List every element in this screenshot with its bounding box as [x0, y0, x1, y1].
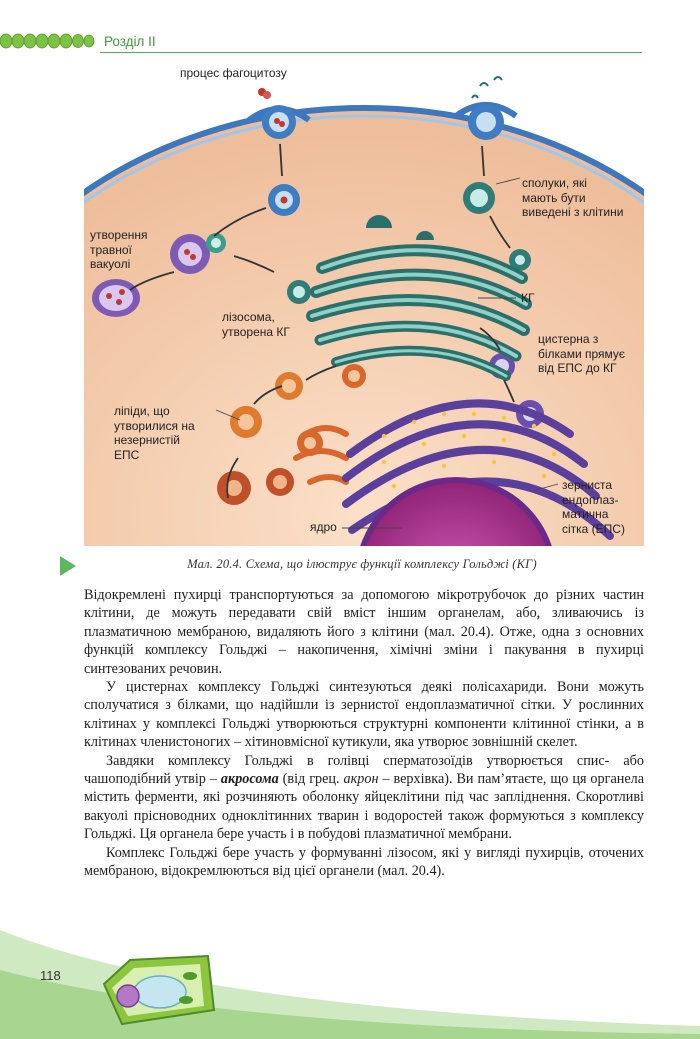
label-golgi: КГ	[521, 291, 535, 305]
label-digestive-line-1: утворення	[90, 228, 148, 242]
paragraph-3-part-a: Завдяки комплексу Гольджі в голівці сперматозоїдів утворюється спис- або чашоподібний утвір –	[84, 752, 644, 788]
label-cistern-line-1: цистерна з	[538, 332, 599, 346]
label-rer-line-3: матична	[562, 507, 609, 521]
label-lipids-line-4: ЕПС	[114, 447, 140, 462]
label-lipids-line-3: незернистій	[114, 433, 180, 447]
caption-marker-icon	[60, 556, 76, 576]
paragraph-2: У цистернах комплексу Гольджі синтезуються деякі полісахариди. Вони можуть сполучатися з білками, що надійшли із зернистої ендоплазматичної сітки. У рослинних клітинах у комплексі Гольджі утворюються структурні компоненти клітинної стінки, а в клітинах членистоногих – хітиновмісної кутикули, яка утворює зовнішній скелет.	[84, 679, 644, 751]
golgi-diagram	[84, 58, 644, 546]
golgi-figure	[84, 58, 644, 546]
header-rule	[100, 52, 642, 53]
label-nucleus: ядро	[310, 520, 337, 534]
label-rer-line-4: сітка (ЕПС)	[562, 521, 625, 536]
label-lysosome	[222, 310, 290, 339]
label-rer-line-1: зерниста	[562, 478, 613, 492]
bottom-decoration	[0, 900, 700, 1039]
page-number: 118	[40, 968, 61, 983]
label-rer-line-2: ендоплаз-	[562, 492, 619, 507]
paragraph-3-part-b: (від грец.	[278, 771, 344, 788]
label-compounds	[522, 176, 623, 220]
label-lysosome-line-1: лізосома,	[222, 310, 275, 324]
label-lipids	[114, 404, 195, 462]
label-compounds-line-3: виведені з клітини	[522, 205, 624, 219]
label-cistern-line-2: білками прямує	[538, 346, 626, 361]
label-lysosome-line-2: утворена КГ	[222, 324, 290, 339]
paragraph-4: Комплекс Гольджі бере участь у формуванні лізосом, які у вигляді пухирців, оточених мембраною, відокремлюються від цієї органели (мал. 20.4).	[84, 844, 644, 880]
label-lipids-line-2: утворилися на	[114, 418, 195, 433]
label-phagocytosis: процес фагоцитозу	[180, 66, 287, 80]
label-cistern	[538, 332, 625, 376]
label-lipids-line-1: ліпіди, що	[114, 404, 170, 418]
label-rough-er	[562, 478, 625, 536]
label-digestive-line-3: вакуолі	[90, 257, 131, 271]
paragraph-1: Відокремлені пухирці транспортуються за допомогою мікротрубочок до різних частин клітини, де можуть передавати свій вміст іншим органелам, або, зливаючись із плазматичною мембраною, видаляють його з клітини (мал. 20.4). Отже, одна з основних функцій комплексу Гольджі – накопичення, хімічні зміни і пакування в пухирці синтезованих речовин.	[84, 587, 644, 677]
paragraph-3	[84, 752, 644, 844]
label-compounds-line-1: сполуки, які	[522, 176, 587, 190]
body-text	[84, 586, 644, 881]
header-bead-ornament	[0, 30, 96, 52]
section-title: Розділ II	[104, 34, 156, 49]
term-acrosome: акросома	[220, 771, 279, 788]
label-digestive-line-2: травної	[90, 242, 132, 257]
greek-word: акрон	[343, 771, 379, 788]
label-digestive-vacuole	[90, 228, 148, 272]
label-compounds-line-2: мають бути	[522, 190, 586, 205]
label-cistern-line-3: від ЕПС до КГ	[538, 361, 617, 375]
figure-caption: Мал. 20.4. Схема, що ілюструє функції комплексу Гольджі (КГ)	[187, 557, 537, 571]
paragraph-3-part-c: – верхівка). Ви пам’ятаєте, що ця органела містить ферменти, які розчиняють оболонку яйцеклітини під час запліднення. Скоротливі вакуолі прісноводних одноклітинних тварин і водоростей також формуються з комплексу Гольджі. Ця органела бере участь і в побудові плазматичної мембрани.	[84, 771, 645, 843]
